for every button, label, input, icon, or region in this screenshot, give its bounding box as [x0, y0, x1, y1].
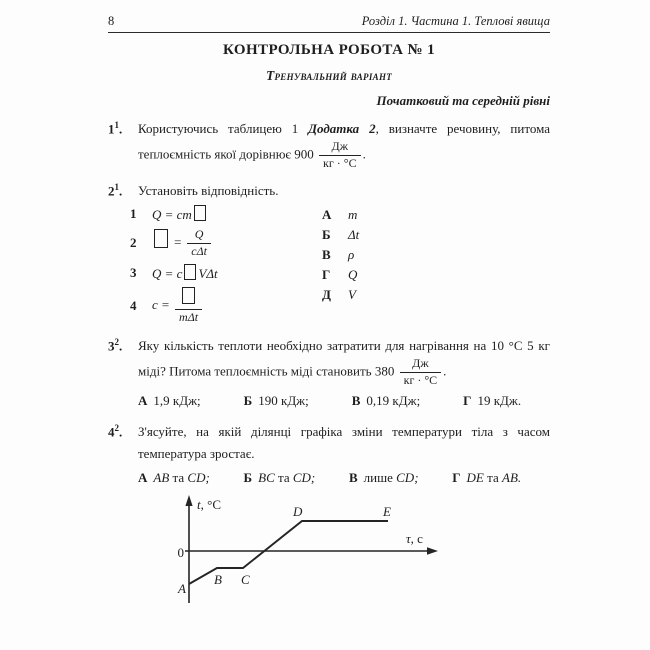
question-number: $2^1$.: [108, 181, 123, 199]
origin-label: 0: [177, 545, 184, 561]
y-axis-label: t, °C: [197, 497, 221, 513]
match-option: В ρ: [322, 247, 355, 263]
blank-box: [182, 287, 195, 304]
question-number: $3^2$.: [108, 337, 123, 354]
question-3: [108, 335, 550, 412]
page-title: КОНТРОЛЬНА РОБОТА № 1: [223, 42, 435, 58]
chapter-header: Розділ 1. Частина 1. Теплові явища: [361, 14, 550, 28]
unit-fraction: $\frac{Дж}{кг \cdot ^\circ С}$: [319, 140, 361, 171]
blank-box: [154, 229, 168, 248]
match-option: Г Q: [322, 267, 358, 283]
x-axis-label: τ, c: [406, 531, 423, 547]
page-number: 8: [108, 14, 115, 28]
point-label-e: E: [383, 504, 391, 520]
blank-box: [194, 205, 206, 221]
options-column: [322, 204, 359, 328]
answer-option: Г DE та AB.: [452, 470, 522, 486]
formula-1: Q = cm: [152, 205, 208, 223]
blank-box: [184, 264, 196, 280]
formula-row-3: 3 Q = c VΔt: [130, 264, 218, 281]
variant-subtitle: Тренувальний варіант: [265, 68, 393, 83]
answer-option: А 1,9 кДж;: [138, 392, 201, 408]
formula-row-1: 1 Q = cm: [130, 204, 322, 224]
y-axis-arrow-icon: [185, 495, 192, 506]
appendix-reference: Додатка 2: [308, 121, 376, 136]
question-text: Установіть відповідність.: [138, 182, 279, 198]
unit-fraction: $\frac{Дж}{кг \cdot ^\circ С}$: [400, 357, 442, 388]
matching-exercise: [130, 204, 550, 328]
temperature-time-graph: [140, 493, 550, 617]
question-text: Користуючись таблицею 1 Додатка 2, визначте речовину, питома теплоємність якої дорівнює 900 $\frac{Дж}{кг \cdot ^\circ С}$ .: [138, 121, 550, 170]
point-label-d: D: [293, 504, 303, 520]
answer-option: Б BC та CD;: [243, 470, 316, 486]
formula-4: c = mΔt: [152, 287, 204, 325]
answer-option: В лише CD;: [348, 470, 419, 486]
formula-row-4: 4 c = mΔt: [130, 287, 322, 325]
point-label-a: A: [178, 581, 186, 597]
match-option: Д V: [322, 287, 356, 303]
answer-option: А AB та CD;: [138, 470, 210, 486]
match-option: А m: [322, 207, 358, 223]
level-note: Початковий та середній рівні: [376, 93, 550, 108]
answer-option: Б 190 кДж;: [243, 392, 309, 408]
point-label-c: C: [241, 572, 250, 588]
point-label-b: B: [214, 572, 222, 588]
answer-row: [138, 390, 521, 412]
question-1: [108, 118, 550, 171]
answer-option: В 0,19 кДж;: [351, 392, 421, 408]
formula-column: [130, 204, 322, 328]
formula-2: = $\frac{Q}{\text{cΔt}}$: [152, 228, 213, 259]
answer-option: Г 19 кДж.: [463, 392, 522, 408]
formula-row-2: 2 = $\frac{Q}{\text{cΔt}}$: [130, 228, 322, 259]
match-option: Б Δt: [322, 227, 360, 243]
question-text: Яку кількість теплоти необхідно затратити для нагрівання на 10 °С 5 кг міді? Питома теплоємність міді становить 380 $\frac{Дж}{кг \cdot ^\circ С}$ . А 1,9 кДж; Б 190 кДж; В 0,19 кДж; Г 19 кДж.: [138, 335, 550, 412]
question-number: $1^1$.: [108, 120, 123, 137]
question-2: [108, 180, 550, 202]
question-number: $4^2$.: [108, 423, 123, 440]
fraction: mΔt: [175, 287, 202, 325]
fraction: $\frac{Q}{\text{cΔt}}$: [187, 228, 211, 259]
page-content: [108, 14, 550, 617]
question-text: З'ясуйте, на якій ділянці графіка зміни температури тіла з часом температура зростає. А AB та CD; Б BC та CD; В лише CD; Г DE та AB.: [138, 421, 550, 489]
answer-row: [138, 467, 521, 489]
x-axis-arrow-icon: [427, 548, 438, 556]
question-4: [108, 421, 550, 489]
running-header: [108, 14, 550, 33]
formula-3: Q = c VΔt: [152, 265, 218, 281]
